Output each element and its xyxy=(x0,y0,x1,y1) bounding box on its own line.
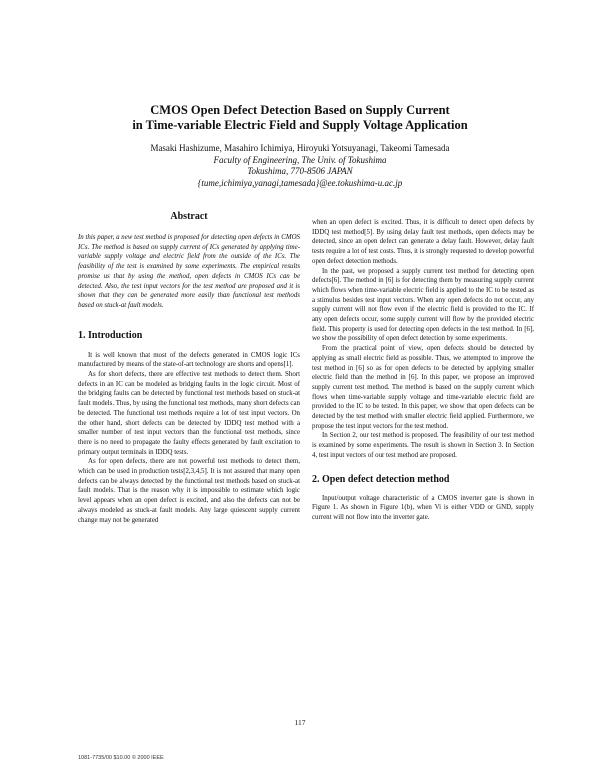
author-block xyxy=(60,143,540,189)
title-line-2: in Time-variable Electric Field and Supply Voltage Application xyxy=(132,118,468,132)
intro-heading: 1. Introduction xyxy=(78,329,143,341)
left-column xyxy=(78,210,300,525)
page-number: 117 xyxy=(294,718,306,727)
section-2-heading: 2. Open defect detection method xyxy=(312,473,450,485)
email: {tume,ichimiya,yanagi,tamesada}@ee.tokushima-u.ac.jp xyxy=(197,177,403,188)
intro-paragraph-2: As for short defects, there are effective test methods to detect them. Short defects in an IC can be modeled as bridging faults in the logic circuit. Most of the bridging faults can be detected by functional test methods based on stuck-at fault models. Thus, by using the functional test methods, many short defects can be detected. The functional test methods require a lot of test input vectors. On the other hand, short defects can be detected by IDDQ test method with a smaller number of test input vectors than the functional test methods, since there is no need to propagate the faulty effects generated by fault excitation to primary output terminals in IDDQ tests. xyxy=(78,371,300,456)
address: Tokushima, 770-8506 JAPAN xyxy=(247,166,353,176)
abstract-heading: Abstract xyxy=(170,211,208,222)
author-names: Masaki Hashizume, Masahiro Ichimiya, Hiroyuki Yotsuyanagi, Takeomi Tamesada xyxy=(150,143,450,153)
section-2-paragraph-1: Input/output voltage characteristic of a CMOS inverter gate is shown in Figure 1. As shown in Figure 1(b), when Vi is either VDD or GND, supply current will not flow into the inverter gate. xyxy=(312,494,534,521)
title-line-1: CMOS Open Defect Detection Based on Supply Current xyxy=(150,103,450,117)
intro-paragraph-3: As for open defects, there are not powerful test methods to detect them, which can be used in production tests[2,3,4,5]. It is not assured that many open defects can be always detected by the functional test methods based on stuck-at fault models. That is the reason why it is impossible to estimate which logic level appears when an open defect is excited, and also the defects can not be always modeled as stuck-at fault models. Any large quiescent supply current change may not be generated xyxy=(78,458,300,524)
intro-paragraph-1: It is well known that most of the defects generated in CMOS logic ICs manufactured by means of the state-of-art technology are shorts and opens[1]. xyxy=(78,351,300,369)
right-paragraph-3: From the practical point of view, open defects should be detected by applying as small electric field as possible. Thus, we attempted to improve the test method in [6] so as for open defects to be detected by applying smaller electric field than the method in [6]. In this paper, we propose an improved supply current test method. The method is based on the supply current which flows when time-variable supply voltage and time-variable electric field are provided to the IC to be tested. In this paper, we show that open defects can be detected by the test method with smaller electric field applied. Furthermore, we propose the test input vectors for the test method. xyxy=(312,345,534,430)
right-paragraph-4: In Section 2, our test method is proposed. The feasibility of our test method is examined by some experiments. The result is shown in Section 3. In Section 4, test input vectors of our test method are proposed. xyxy=(312,432,534,459)
footer-copyright: 1081-7735/00 $10.00 © 2000 IEEE xyxy=(78,755,164,761)
paper-title xyxy=(60,103,540,133)
right-paragraph-2: In the past, we proposed a supply current test method for detecting open defects[6]. The method in [6] is for detecting them by measuring supply current which flows when time-variable electric field is applied to the IC to be tested as a stimulus besides test input vectors. When any open defects do not occur, any supply current will not flow even if the electric field is provided to the IC. If any open defects occur, some supply current will flow by the provided electric field. This property is used for detecting open defects in the test method. In [6], we show the possibility of open defect detection by some experiments. xyxy=(312,267,534,343)
affiliation: Faculty of Engineering, The Univ. of Tokushima xyxy=(213,154,387,165)
abstract-text: In this paper, a new test method is proposed for detecting open defects in CMOS ICs. The method is based on supply current of ICs generated by applying time-variable supply voltage and electric field from the outside of the ICs. The feasibility of the test is examined by some experiments. The empirical results promise us that by using the method, open defects in CMOS ICs can be detected. Also, the test input vectors for the test method are proposed and it is shown that they can be generated more easily than functional test methods based on stuck-at fault models. xyxy=(78,234,300,309)
right-paragraph-1: when an open defect is excited. Thus, it is difficult to detect open defects by IDDQ test method[5]. By using delay fault test methods, open defects may be detected, since an open defect can generate a delay fault. However, delay fault tests require a lot of test costs. Thus, it is strongly requested to develop powerful open defect detection methods. xyxy=(312,219,534,265)
right-column xyxy=(312,218,534,523)
